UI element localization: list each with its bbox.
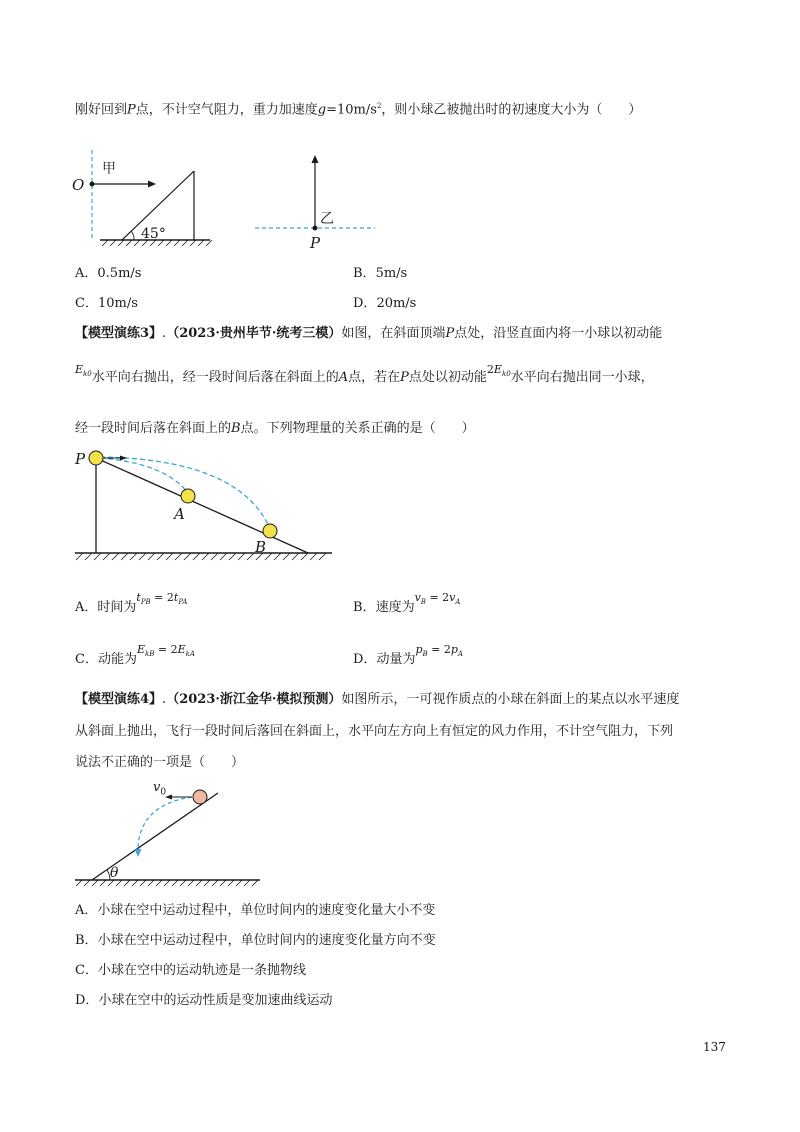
point-P <box>313 226 318 231</box>
text: 点处，沿竖直面内将一小球以初动能 <box>454 326 663 341</box>
text: 刚好回到 <box>75 102 128 118</box>
label-O: O <box>72 176 85 194</box>
option-text: 速度为 <box>375 600 415 615</box>
text: . <box>162 326 167 341</box>
subscript: PA <box>178 598 188 607</box>
q4-line3: 说法不正确的一项是（ ） <box>75 755 245 770</box>
option-text: 小球在空中的运动轨迹是一条抛物线 <box>97 963 306 978</box>
q4-option-a[interactable] <box>75 903 435 919</box>
label-yi: 乙 <box>320 211 334 227</box>
text: 水平向右抛出，经一段时间后落在斜面上的 <box>91 370 339 385</box>
question-tag: 【模型演练3】 <box>75 326 163 341</box>
var: t <box>173 591 179 604</box>
option-key: A． <box>75 903 98 918</box>
text: 点，不计空气阻力，重力加速度 <box>135 102 318 118</box>
math-Ek0 <box>75 363 92 379</box>
var-P: P <box>127 102 136 118</box>
var: p <box>415 643 423 656</box>
text: 2 <box>486 363 494 376</box>
option-key: B． <box>353 600 376 615</box>
q4-option-c[interactable] <box>75 963 306 979</box>
label-angle-45: 45° <box>141 226 166 242</box>
option-text: 20m/s <box>376 296 417 311</box>
option-key: D． <box>75 993 99 1008</box>
q3-line2 <box>75 363 654 390</box>
q3-option-a[interactable] <box>75 591 188 620</box>
var: E <box>136 643 145 656</box>
q4-option-b[interactable] <box>75 933 436 949</box>
label-B: B <box>255 538 267 556</box>
q4-line2: 从斜面上抛出，飞行一段时间后落回在斜面上，水平向左方向上有恒定的风力作用，不计空气阻力，下列 <box>75 724 674 739</box>
label-P: P <box>75 450 86 468</box>
question-source: （2023·贵州毕节·统考三模） <box>166 326 342 341</box>
option-text: 动量为 <box>376 652 416 667</box>
arrow-head <box>148 181 156 188</box>
option-formula <box>415 643 463 659</box>
trajectory-a <box>100 458 188 493</box>
var: v <box>449 591 456 604</box>
var-P: P <box>445 326 455 341</box>
option-d[interactable] <box>353 296 416 312</box>
angle-arc <box>131 231 134 240</box>
math-2Ek0 <box>486 363 511 379</box>
label-P: P <box>310 234 321 252</box>
ball <box>193 790 207 804</box>
q3-option-d[interactable] <box>353 643 463 672</box>
var-P: P <box>400 370 409 385</box>
q3-line3 <box>75 421 475 437</box>
subscript: PB <box>140 598 151 607</box>
option-text: 小球在空中运动过程中，单位时间内的速度变化量大小不变 <box>97 903 436 918</box>
var-E: E <box>75 363 84 376</box>
subscript: k0 <box>501 370 511 379</box>
ball-at-P <box>89 451 103 465</box>
option-key: C． <box>75 652 98 667</box>
var-v: v <box>153 780 161 795</box>
text: 水平向右抛出同一小球， <box>510 370 654 385</box>
q3-line1 <box>75 326 662 342</box>
text: 经一段时间后落在斜面上的 <box>75 421 232 436</box>
option-text: 5m/s <box>375 266 408 281</box>
option-key: B． <box>353 266 376 281</box>
text: 点，若在 <box>348 370 401 385</box>
option-formula <box>136 643 195 659</box>
option-text: 0.5m/s <box>97 266 142 281</box>
var-A: A <box>338 370 349 385</box>
incline-slope <box>96 458 308 553</box>
text: 如图，在斜面顶端 <box>341 326 446 341</box>
arrow-head <box>312 155 319 163</box>
var-B: B <box>231 421 241 436</box>
subscript: k0 <box>83 370 92 379</box>
option-key: A． <box>75 266 98 281</box>
option-text: 小球在空中运动过程中，单位时间内的速度变化量方向不变 <box>97 933 436 948</box>
option-formula <box>136 591 188 607</box>
option-key: C． <box>75 296 98 311</box>
option-a[interactable] <box>75 266 141 282</box>
option-c[interactable] <box>75 296 138 312</box>
option-key: D． <box>353 652 377 667</box>
q3-option-b[interactable] <box>353 591 461 620</box>
superscript: 2 <box>376 102 382 110</box>
prev-question-line1 <box>75 98 641 118</box>
text: = 2 <box>150 591 174 604</box>
page-number: 137 <box>703 1040 726 1054</box>
text: 点处以初动能 <box>408 370 487 385</box>
text: =10m/s <box>326 102 377 118</box>
option-key: C． <box>75 963 98 978</box>
subscript: A <box>457 650 463 659</box>
q3-option-c[interactable] <box>75 643 195 672</box>
var: E <box>177 643 186 656</box>
text: 点。下列物理量的关系正确的是（ ） <box>240 421 475 436</box>
figure-vertical-yi <box>255 150 375 245</box>
option-key: A． <box>75 600 98 615</box>
figure-incline-wind <box>70 775 270 890</box>
var: v <box>414 591 421 604</box>
text: = 2 <box>427 643 451 656</box>
ball-at-B <box>263 524 277 538</box>
trajectory-arrow-head <box>135 849 142 857</box>
option-b[interactable] <box>353 266 407 282</box>
ground-hatching <box>76 880 258 886</box>
subscript: kB <box>145 650 155 659</box>
subscript: B <box>422 650 428 659</box>
ball-at-A <box>181 489 195 503</box>
subscript: kA <box>185 650 195 659</box>
text: = 2 <box>425 591 450 604</box>
var-E: E <box>493 363 502 376</box>
figure-incline-two-balls <box>70 445 340 570</box>
option-text: 10m/s <box>97 296 138 311</box>
option-key: D． <box>353 296 377 311</box>
option-formula <box>414 591 461 607</box>
arrow-head <box>120 456 127 461</box>
text: ，则小球乙被抛出时的初速度大小为（ ） <box>381 102 642 118</box>
point-O <box>90 182 95 187</box>
text: = 2 <box>154 643 178 656</box>
var: t <box>136 591 141 604</box>
option-text: 时间为 <box>97 600 137 615</box>
var: p <box>450 643 458 656</box>
q4-line1 <box>75 692 679 708</box>
question-source: （2023·浙江金华·模拟预测） <box>166 692 342 707</box>
label-jia: 甲 <box>102 161 116 177</box>
question-tag: 【模型演练4】 <box>75 692 163 707</box>
label-A: A <box>174 505 185 523</box>
label-v0 <box>153 780 166 798</box>
text: 如图所示，一可视作质点的小球在斜面上的某点以水平速度 <box>341 692 680 707</box>
subscript: 0 <box>160 787 167 798</box>
option-text: 小球在空中的运动性质是变加速曲线运动 <box>98 993 333 1008</box>
label-theta: θ <box>110 865 119 881</box>
subscript: A <box>455 598 461 607</box>
option-key: B． <box>75 933 98 948</box>
option-text: 动能为 <box>97 652 137 667</box>
var-g: g <box>317 102 327 118</box>
ground-hatching <box>76 553 326 560</box>
q4-option-d[interactable] <box>75 993 332 1009</box>
text: . <box>162 692 167 707</box>
subscript: B <box>420 598 426 607</box>
